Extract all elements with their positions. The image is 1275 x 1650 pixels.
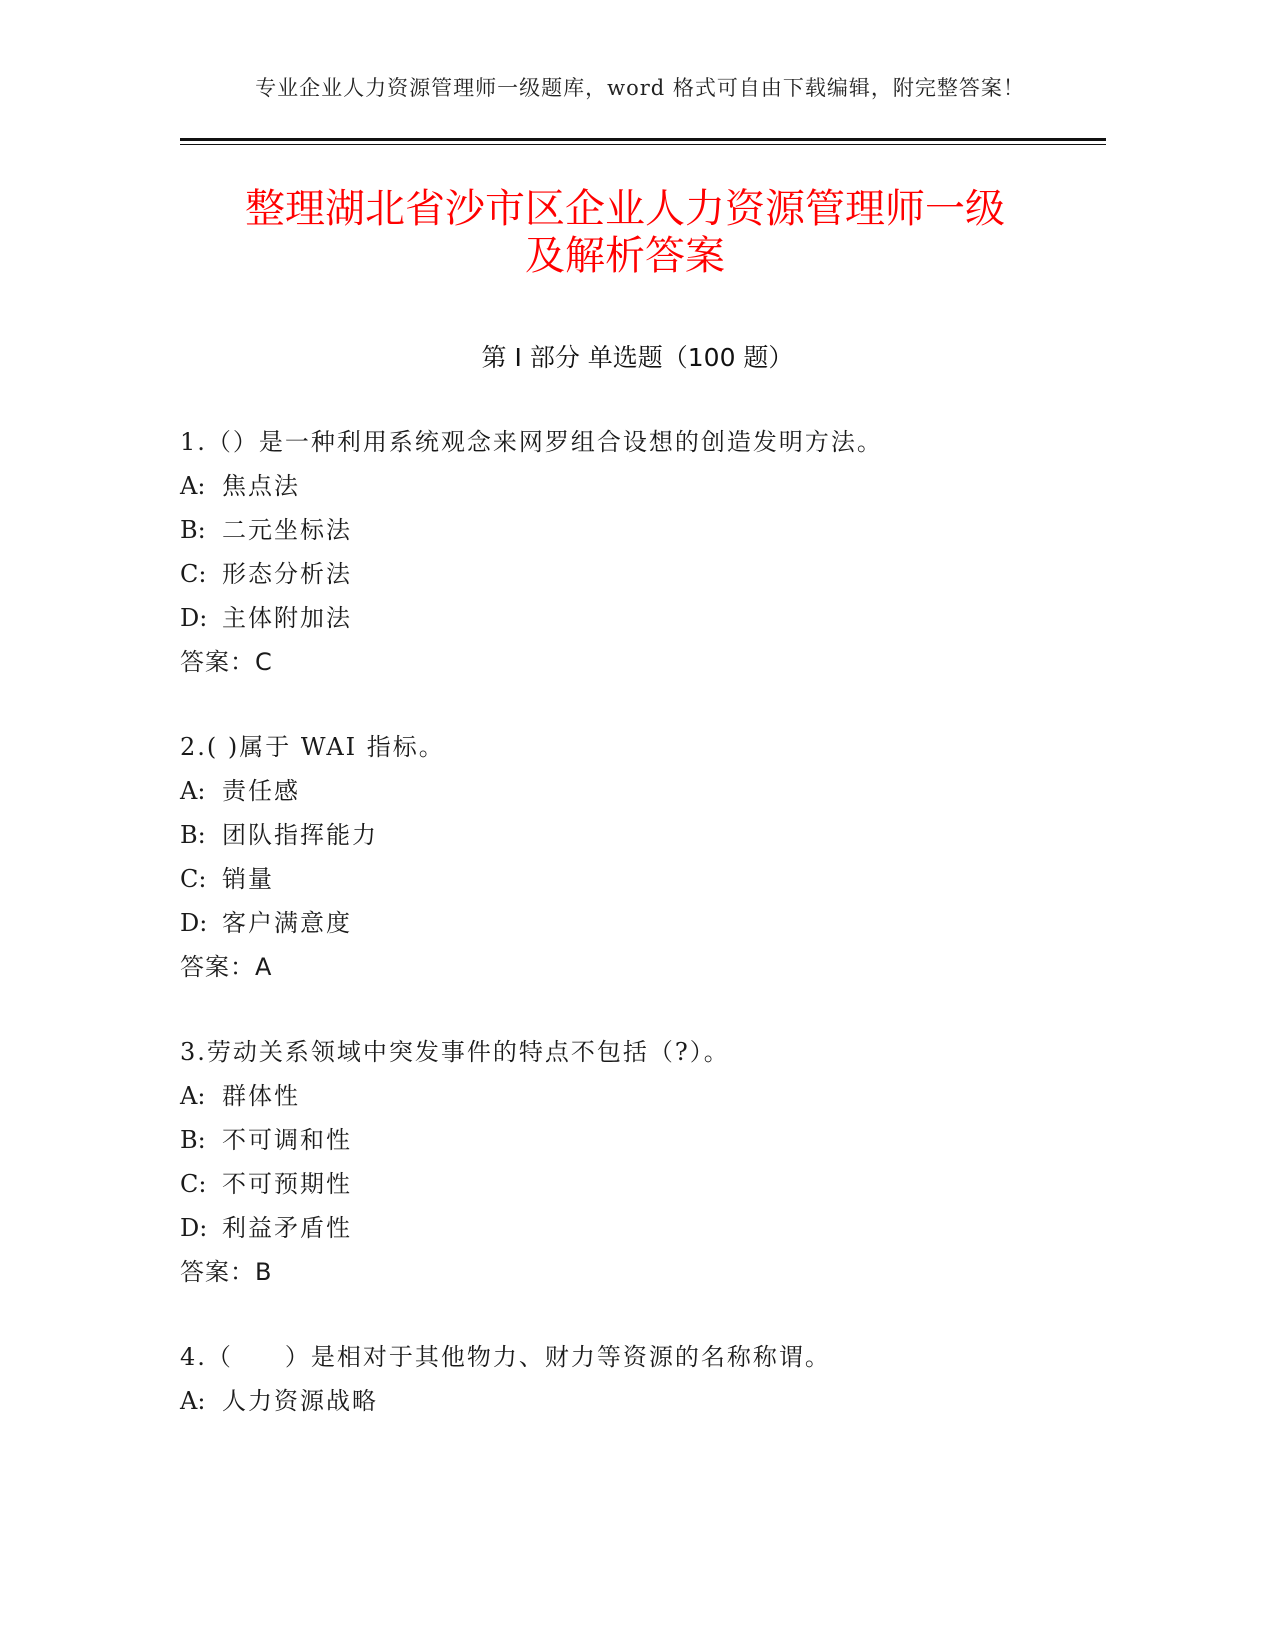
- option-text: 团队指挥能力: [222, 821, 378, 849]
- question-stem: 4.（ ）是相对于其他物力、财力等资源的名称称谓。: [180, 1343, 831, 1371]
- option-d: [180, 596, 1120, 640]
- option-c: [180, 1162, 1120, 1206]
- option-letter: A:: [180, 472, 206, 500]
- option-letter: D:: [180, 1214, 208, 1242]
- option-letter: D:: [180, 604, 208, 632]
- page-header-text: 专业企业人力资源管理师一级题库，word 格式可自由下载编辑，附完整答案！: [255, 76, 1025, 100]
- option-letter: D:: [180, 909, 208, 937]
- document-title: [160, 186, 1090, 280]
- answer-line: 答案：A: [180, 953, 273, 981]
- option-letter: B:: [180, 516, 206, 544]
- option-text: 群体性: [222, 1082, 300, 1110]
- option-letter: C:: [180, 865, 207, 893]
- option-text: 人力资源战略: [222, 1387, 378, 1415]
- option-d: [180, 1206, 1120, 1250]
- question-list: [180, 420, 1120, 1464]
- option-d: [180, 901, 1120, 945]
- option-b: [180, 508, 1120, 552]
- option-b: [180, 1118, 1120, 1162]
- question-stem: 2.( )属于 WAI 指标。: [180, 733, 445, 761]
- question-stem: 1.（）是一种利用系统观念来网罗组合设想的创造发明方法。: [180, 428, 883, 456]
- header-rule-thick: [180, 138, 1106, 141]
- option-a: [180, 769, 1120, 813]
- question-4: [180, 1335, 1120, 1423]
- section-heading: 第 I 部分 单选题（100 题）: [481, 343, 794, 372]
- option-text: 销量: [222, 865, 274, 893]
- option-c: [180, 857, 1120, 901]
- option-text: 不可预期性: [222, 1170, 352, 1198]
- option-text: 二元坐标法: [222, 516, 352, 544]
- question-2: [180, 725, 1120, 989]
- option-a: [180, 1379, 1120, 1423]
- option-text: 责任感: [222, 777, 300, 805]
- option-letter: A:: [180, 1082, 206, 1110]
- option-text: 客户满意度: [222, 909, 352, 937]
- option-letter: B:: [180, 1126, 206, 1154]
- header-rule-thin: [180, 144, 1106, 145]
- option-text: 主体附加法: [222, 604, 352, 632]
- option-b: [180, 813, 1120, 857]
- option-a: [180, 1074, 1120, 1118]
- question-3: [180, 1030, 1120, 1294]
- option-letter: C:: [180, 1170, 207, 1198]
- document-title-line-2: 及解析答案: [525, 233, 725, 279]
- option-letter: A:: [180, 777, 206, 805]
- option-text: 形态分析法: [222, 560, 352, 588]
- option-c: [180, 552, 1120, 596]
- option-letter: A:: [180, 1387, 206, 1415]
- option-text: 不可调和性: [222, 1126, 352, 1154]
- option-text: 利益矛盾性: [222, 1214, 352, 1242]
- option-letter: C:: [180, 560, 207, 588]
- document-title-line-1: 整理湖北省沙市区企业人力资源管理师一级: [245, 186, 1005, 232]
- question-stem: 3.劳动关系领域中突发事件的特点不包括（?）。: [180, 1038, 730, 1066]
- option-a: [180, 464, 1120, 508]
- answer-line: 答案：B: [180, 1258, 273, 1286]
- option-letter: B:: [180, 821, 206, 849]
- option-text: 焦点法: [222, 472, 300, 500]
- question-1: [180, 420, 1120, 684]
- answer-line: 答案：C: [180, 648, 273, 676]
